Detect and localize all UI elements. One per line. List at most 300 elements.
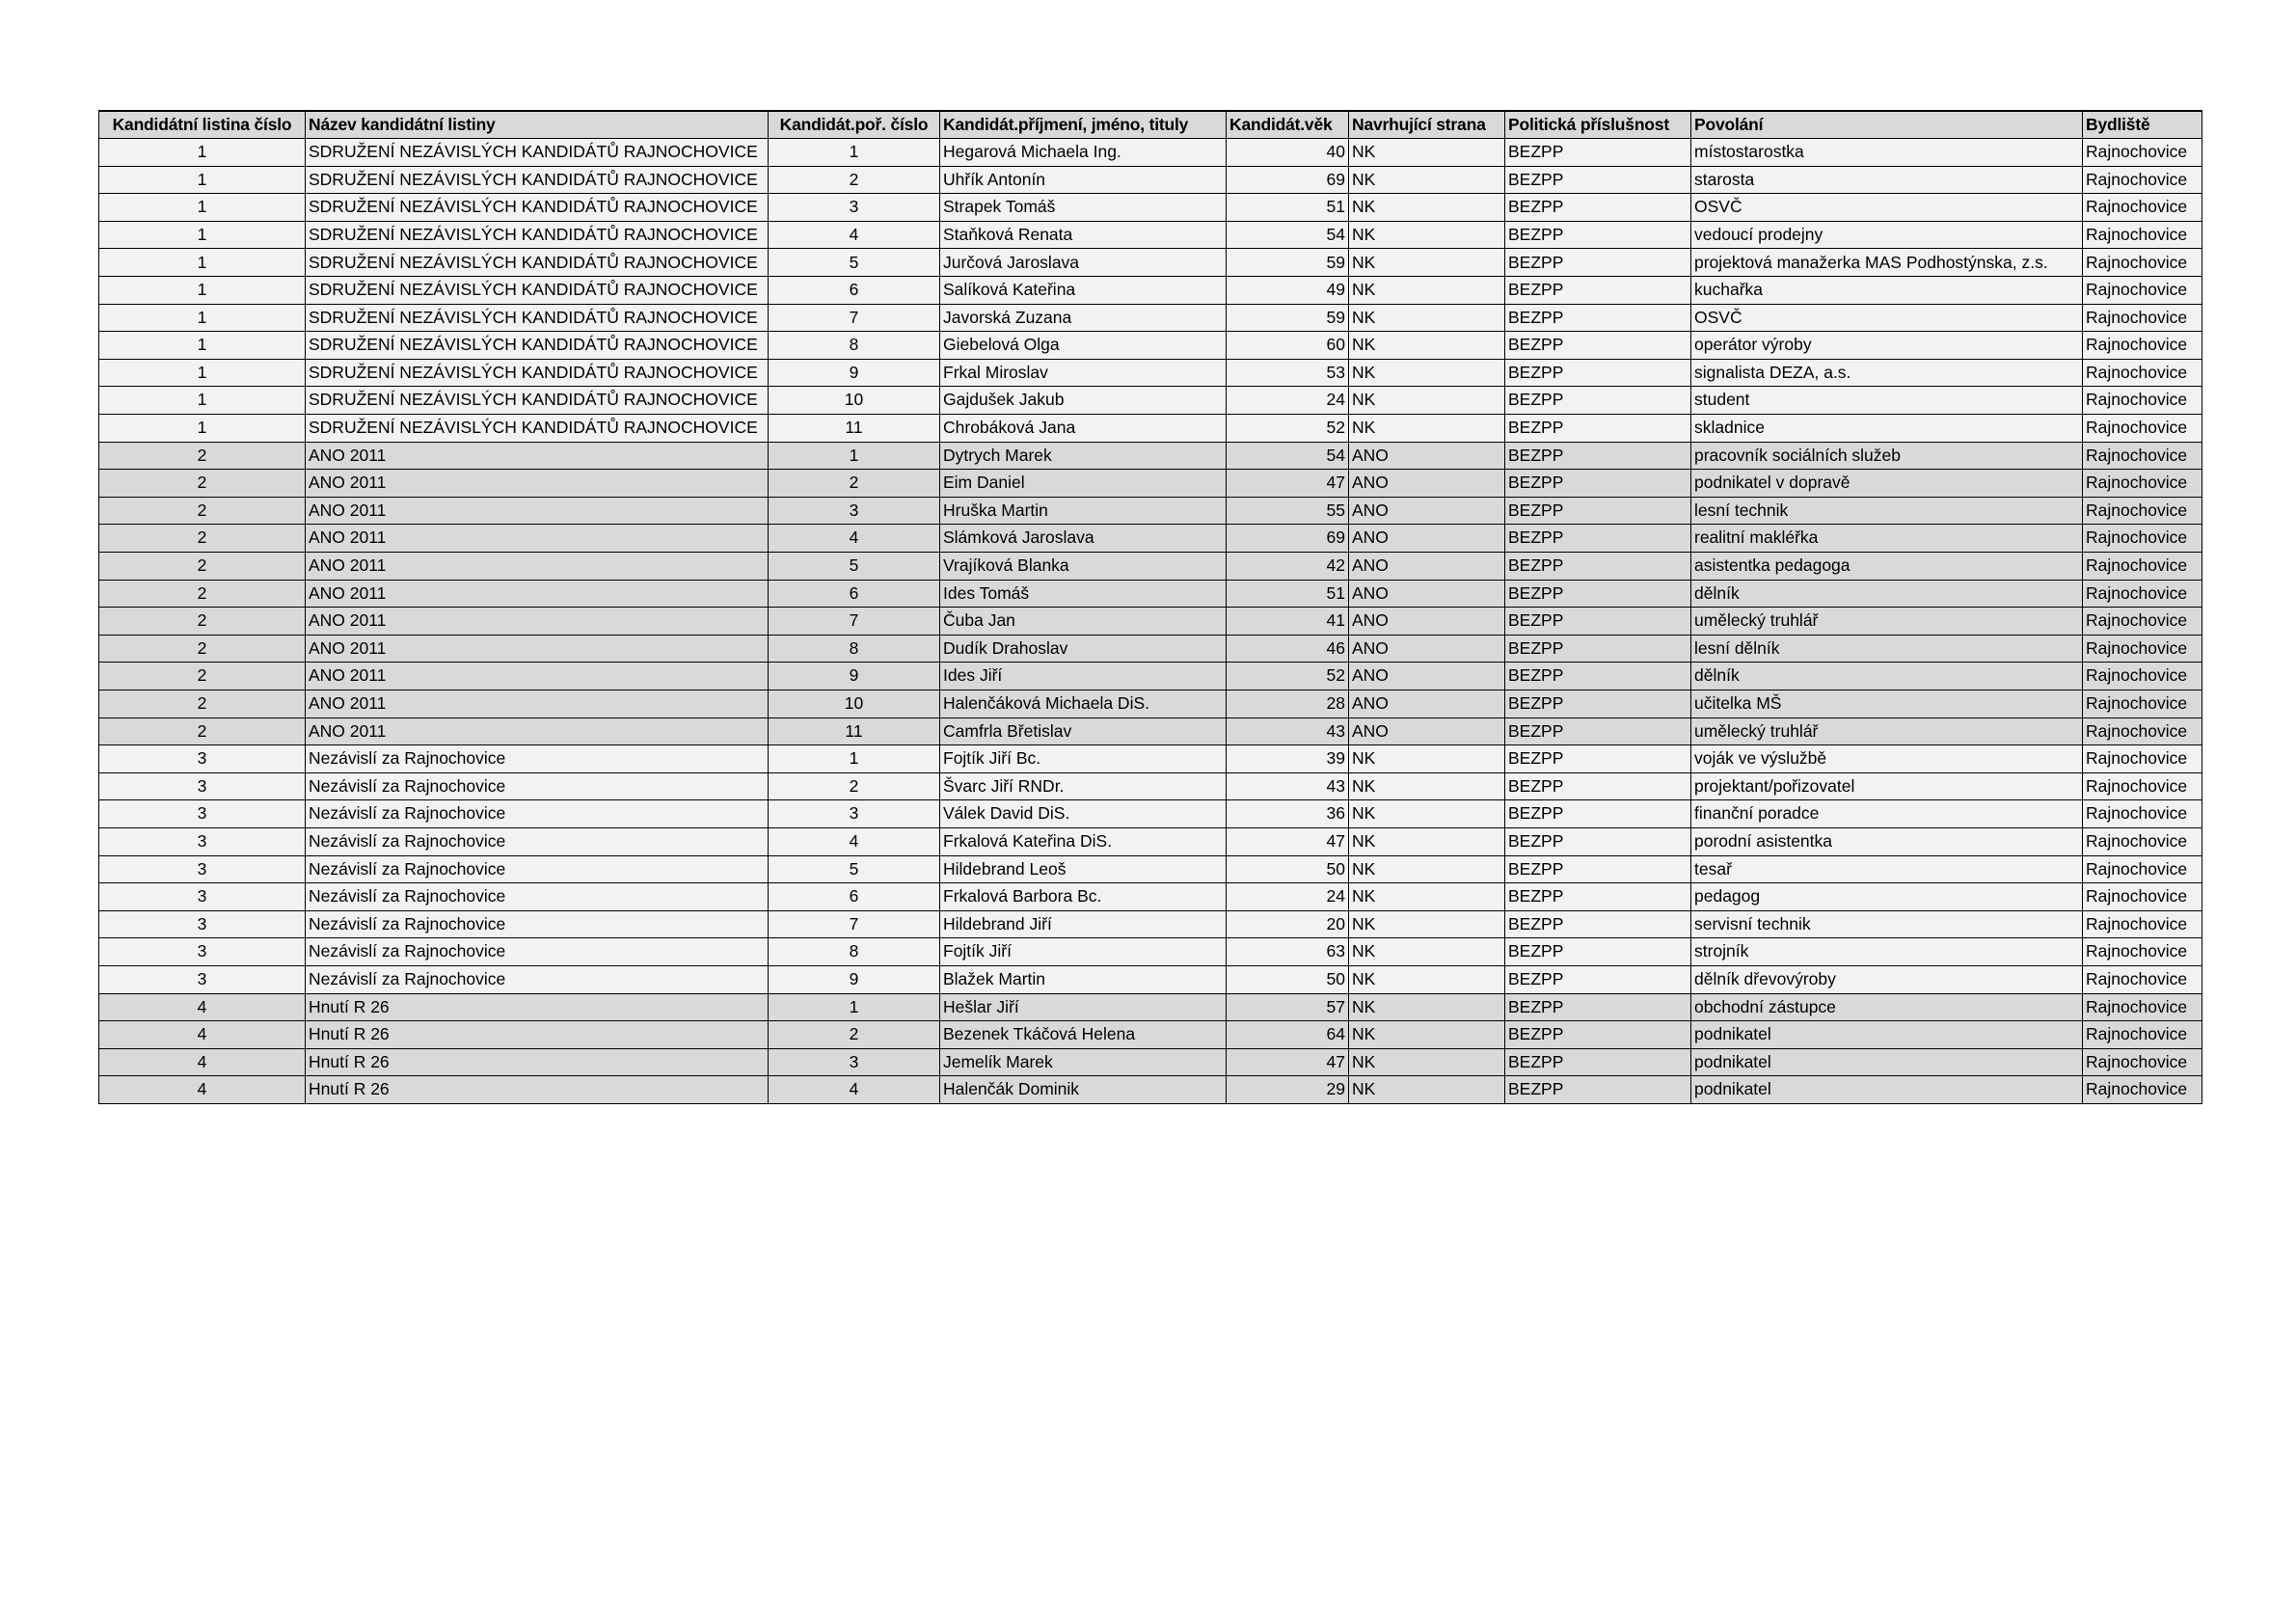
cell-nominating-party: NK bbox=[1349, 938, 1505, 966]
header-candidate-name: Kandidát.příjmení, jméno, tituly bbox=[940, 111, 1227, 139]
cell-candidate-name: Hildebrand Jiří bbox=[940, 910, 1227, 938]
cell-candidate-order: 5 bbox=[769, 855, 940, 883]
cell-political-affiliation: BEZPP bbox=[1505, 717, 1691, 745]
table-row bbox=[99, 332, 2202, 360]
cell-occupation: signalista DEZA, a.s. bbox=[1691, 359, 2083, 387]
cell-nominating-party: ANO bbox=[1349, 525, 1505, 553]
cell-candidate-order: 2 bbox=[769, 772, 940, 800]
cell-list-name: Nezávislí za Rajnochovice bbox=[306, 827, 769, 855]
cell-residence: Rajnochovice bbox=[2083, 304, 2202, 332]
table-row bbox=[99, 608, 2202, 636]
cell-candidate-age: 47 bbox=[1227, 1048, 1349, 1076]
cell-list-number: 2 bbox=[99, 525, 306, 553]
cell-candidate-age: 59 bbox=[1227, 304, 1349, 332]
cell-candidate-order: 3 bbox=[769, 1048, 940, 1076]
cell-political-affiliation: BEZPP bbox=[1505, 166, 1691, 194]
cell-list-name: SDRUŽENÍ NEZÁVISLÝCH KANDIDÁTŮ RAJNOCHOVICE bbox=[306, 387, 769, 415]
cell-political-affiliation: BEZPP bbox=[1505, 690, 1691, 717]
cell-nominating-party: NK bbox=[1349, 277, 1505, 305]
cell-list-name: ANO 2011 bbox=[306, 525, 769, 553]
cell-list-name: SDRUŽENÍ NEZÁVISLÝCH KANDIDÁTŮ RAJNOCHOVICE bbox=[306, 415, 769, 443]
cell-candidate-name: Chrobáková Jana bbox=[940, 415, 1227, 443]
cell-list-number: 3 bbox=[99, 883, 306, 911]
cell-occupation: realitní makléřka bbox=[1691, 525, 2083, 553]
table-row bbox=[99, 1021, 2202, 1049]
cell-residence: Rajnochovice bbox=[2083, 608, 2202, 636]
cell-candidate-name: Uhřík Antonín bbox=[940, 166, 1227, 194]
cell-candidate-order: 9 bbox=[769, 359, 940, 387]
cell-candidate-name: Camfrla Břetislav bbox=[940, 717, 1227, 745]
cell-candidate-age: 51 bbox=[1227, 194, 1349, 222]
cell-political-affiliation: BEZPP bbox=[1505, 249, 1691, 277]
cell-residence: Rajnochovice bbox=[2083, 855, 2202, 883]
cell-list-name: ANO 2011 bbox=[306, 442, 769, 470]
cell-residence: Rajnochovice bbox=[2083, 442, 2202, 470]
cell-political-affiliation: BEZPP bbox=[1505, 359, 1691, 387]
cell-candidate-order: 8 bbox=[769, 332, 940, 360]
cell-political-affiliation: BEZPP bbox=[1505, 827, 1691, 855]
cell-candidate-order: 1 bbox=[769, 993, 940, 1021]
cell-nominating-party: ANO bbox=[1349, 608, 1505, 636]
header-occupation: Povolání bbox=[1691, 111, 2083, 139]
cell-candidate-age: 52 bbox=[1227, 415, 1349, 443]
cell-candidate-order: 7 bbox=[769, 910, 940, 938]
cell-candidate-name: Dudík Drahoslav bbox=[940, 635, 1227, 663]
cell-residence: Rajnochovice bbox=[2083, 745, 2202, 773]
cell-political-affiliation: BEZPP bbox=[1505, 415, 1691, 443]
cell-political-affiliation: BEZPP bbox=[1505, 470, 1691, 498]
cell-political-affiliation: BEZPP bbox=[1505, 221, 1691, 249]
table-body bbox=[99, 139, 2202, 1104]
cell-candidate-order: 9 bbox=[769, 965, 940, 993]
table-row bbox=[99, 717, 2202, 745]
table-row bbox=[99, 553, 2202, 581]
cell-candidate-age: 43 bbox=[1227, 717, 1349, 745]
cell-list-number: 1 bbox=[99, 332, 306, 360]
cell-residence: Rajnochovice bbox=[2083, 221, 2202, 249]
cell-nominating-party: NK bbox=[1349, 304, 1505, 332]
cell-occupation: podnikatel v dopravě bbox=[1691, 470, 2083, 498]
cell-candidate-age: 46 bbox=[1227, 635, 1349, 663]
cell-candidate-name: Halenčák Dominik bbox=[940, 1076, 1227, 1104]
cell-residence: Rajnochovice bbox=[2083, 387, 2202, 415]
cell-list-number: 2 bbox=[99, 635, 306, 663]
cell-list-number: 2 bbox=[99, 717, 306, 745]
cell-occupation: pracovník sociálních služeb bbox=[1691, 442, 2083, 470]
cell-candidate-name: Ides Tomáš bbox=[940, 580, 1227, 608]
cell-nominating-party: ANO bbox=[1349, 663, 1505, 690]
cell-nominating-party: ANO bbox=[1349, 497, 1505, 525]
cell-nominating-party: NK bbox=[1349, 194, 1505, 222]
cell-occupation: projektant/pořizovatel bbox=[1691, 772, 2083, 800]
cell-candidate-order: 9 bbox=[769, 663, 940, 690]
cell-political-affiliation: BEZPP bbox=[1505, 139, 1691, 167]
table-row bbox=[99, 580, 2202, 608]
cell-residence: Rajnochovice bbox=[2083, 553, 2202, 581]
cell-political-affiliation: BEZPP bbox=[1505, 855, 1691, 883]
cell-list-name: SDRUŽENÍ NEZÁVISLÝCH KANDIDÁTŮ RAJNOCHOVICE bbox=[306, 194, 769, 222]
cell-list-number: 3 bbox=[99, 910, 306, 938]
cell-political-affiliation: BEZPP bbox=[1505, 1076, 1691, 1104]
cell-list-name: SDRUŽENÍ NEZÁVISLÝCH KANDIDÁTŮ RAJNOCHOVICE bbox=[306, 304, 769, 332]
cell-nominating-party: NK bbox=[1349, 745, 1505, 773]
cell-list-name: ANO 2011 bbox=[306, 663, 769, 690]
cell-candidate-name: Dytrych Marek bbox=[940, 442, 1227, 470]
cell-candidate-order: 6 bbox=[769, 277, 940, 305]
cell-candidate-name: Jemelík Marek bbox=[940, 1048, 1227, 1076]
table-row bbox=[99, 277, 2202, 305]
cell-political-affiliation: BEZPP bbox=[1505, 580, 1691, 608]
cell-candidate-order: 7 bbox=[769, 608, 940, 636]
cell-political-affiliation: BEZPP bbox=[1505, 442, 1691, 470]
table-row bbox=[99, 442, 2202, 470]
candidate-sheet bbox=[98, 110, 2202, 1104]
cell-candidate-age: 24 bbox=[1227, 883, 1349, 911]
cell-political-affiliation: BEZPP bbox=[1505, 745, 1691, 773]
cell-candidate-name: Giebelová Olga bbox=[940, 332, 1227, 360]
cell-occupation: vedoucí prodejny bbox=[1691, 221, 2083, 249]
cell-occupation: OSVČ bbox=[1691, 194, 2083, 222]
cell-occupation: starosta bbox=[1691, 166, 2083, 194]
table-row bbox=[99, 249, 2202, 277]
cell-political-affiliation: BEZPP bbox=[1505, 1048, 1691, 1076]
cell-candidate-age: 53 bbox=[1227, 359, 1349, 387]
cell-list-number: 3 bbox=[99, 965, 306, 993]
cell-candidate-order: 4 bbox=[769, 221, 940, 249]
cell-candidate-order: 11 bbox=[769, 415, 940, 443]
cell-occupation: umělecký truhlář bbox=[1691, 717, 2083, 745]
cell-nominating-party: NK bbox=[1349, 993, 1505, 1021]
header-list-name: Název kandidátní listiny bbox=[306, 111, 769, 139]
cell-candidate-age: 69 bbox=[1227, 166, 1349, 194]
table-row bbox=[99, 800, 2202, 828]
cell-residence: Rajnochovice bbox=[2083, 663, 2202, 690]
cell-candidate-age: 49 bbox=[1227, 277, 1349, 305]
cell-residence: Rajnochovice bbox=[2083, 1021, 2202, 1049]
cell-nominating-party: NK bbox=[1349, 772, 1505, 800]
cell-residence: Rajnochovice bbox=[2083, 690, 2202, 717]
cell-list-name: SDRUŽENÍ NEZÁVISLÝCH KANDIDÁTŮ RAJNOCHOVICE bbox=[306, 139, 769, 167]
cell-political-affiliation: BEZPP bbox=[1505, 332, 1691, 360]
cell-list-name: ANO 2011 bbox=[306, 690, 769, 717]
cell-occupation: OSVČ bbox=[1691, 304, 2083, 332]
cell-political-affiliation: BEZPP bbox=[1505, 553, 1691, 581]
cell-occupation: podnikatel bbox=[1691, 1048, 2083, 1076]
cell-list-number: 1 bbox=[99, 166, 306, 194]
cell-nominating-party: ANO bbox=[1349, 553, 1505, 581]
cell-nominating-party: NK bbox=[1349, 221, 1505, 249]
cell-candidate-age: 43 bbox=[1227, 772, 1349, 800]
table-row bbox=[99, 772, 2202, 800]
cell-political-affiliation: BEZPP bbox=[1505, 194, 1691, 222]
cell-candidate-name: Gajdušek Jakub bbox=[940, 387, 1227, 415]
cell-occupation: lesní dělník bbox=[1691, 635, 2083, 663]
cell-list-number: 3 bbox=[99, 800, 306, 828]
cell-residence: Rajnochovice bbox=[2083, 470, 2202, 498]
header-candidate-order: Kandidát.poř. číslo bbox=[769, 111, 940, 139]
cell-nominating-party: NK bbox=[1349, 800, 1505, 828]
cell-list-name: Nezávislí za Rajnochovice bbox=[306, 965, 769, 993]
table-row bbox=[99, 194, 2202, 222]
cell-candidate-order: 4 bbox=[769, 827, 940, 855]
cell-occupation: dělník bbox=[1691, 580, 2083, 608]
table-row bbox=[99, 1076, 2202, 1104]
cell-candidate-order: 3 bbox=[769, 497, 940, 525]
cell-candidate-order: 5 bbox=[769, 249, 940, 277]
cell-list-name: Nezávislí za Rajnochovice bbox=[306, 800, 769, 828]
cell-candidate-order: 5 bbox=[769, 553, 940, 581]
cell-candidate-name: Ides Jiří bbox=[940, 663, 1227, 690]
cell-candidate-age: 20 bbox=[1227, 910, 1349, 938]
cell-list-number: 3 bbox=[99, 772, 306, 800]
cell-list-number: 4 bbox=[99, 1021, 306, 1049]
cell-nominating-party: NK bbox=[1349, 359, 1505, 387]
cell-list-number: 2 bbox=[99, 690, 306, 717]
cell-political-affiliation: BEZPP bbox=[1505, 938, 1691, 966]
cell-candidate-name: Válek David DiS. bbox=[940, 800, 1227, 828]
cell-occupation: finanční poradce bbox=[1691, 800, 2083, 828]
cell-occupation: asistentka pedagoga bbox=[1691, 553, 2083, 581]
cell-candidate-name: Fojtík Jiří bbox=[940, 938, 1227, 966]
cell-occupation: student bbox=[1691, 387, 2083, 415]
cell-candidate-order: 8 bbox=[769, 635, 940, 663]
table-header-row bbox=[99, 111, 2202, 139]
cell-candidate-order: 7 bbox=[769, 304, 940, 332]
cell-candidate-order: 6 bbox=[769, 883, 940, 911]
candidate-table bbox=[98, 110, 2202, 1104]
cell-candidate-age: 69 bbox=[1227, 525, 1349, 553]
cell-candidate-name: Čuba Jan bbox=[940, 608, 1227, 636]
cell-political-affiliation: BEZPP bbox=[1505, 277, 1691, 305]
cell-political-affiliation: BEZPP bbox=[1505, 883, 1691, 911]
cell-nominating-party: ANO bbox=[1349, 635, 1505, 663]
cell-residence: Rajnochovice bbox=[2083, 883, 2202, 911]
cell-occupation: skladnice bbox=[1691, 415, 2083, 443]
cell-residence: Rajnochovice bbox=[2083, 910, 2202, 938]
cell-list-number: 3 bbox=[99, 827, 306, 855]
cell-candidate-name: Staňková Renata bbox=[940, 221, 1227, 249]
cell-residence: Rajnochovice bbox=[2083, 525, 2202, 553]
cell-list-name: SDRUŽENÍ NEZÁVISLÝCH KANDIDÁTŮ RAJNOCHOVICE bbox=[306, 166, 769, 194]
cell-political-affiliation: BEZPP bbox=[1505, 663, 1691, 690]
cell-occupation: podnikatel bbox=[1691, 1021, 2083, 1049]
cell-residence: Rajnochovice bbox=[2083, 194, 2202, 222]
cell-candidate-order: 1 bbox=[769, 139, 940, 167]
cell-nominating-party: NK bbox=[1349, 1021, 1505, 1049]
cell-candidate-age: 59 bbox=[1227, 249, 1349, 277]
cell-list-name: SDRUŽENÍ NEZÁVISLÝCH KANDIDÁTŮ RAJNOCHOVICE bbox=[306, 277, 769, 305]
table-row bbox=[99, 993, 2202, 1021]
cell-candidate-name: Švarc Jiří RNDr. bbox=[940, 772, 1227, 800]
cell-list-name: Nezávislí za Rajnochovice bbox=[306, 745, 769, 773]
cell-occupation: tesař bbox=[1691, 855, 2083, 883]
table-row bbox=[99, 938, 2202, 966]
cell-list-name: ANO 2011 bbox=[306, 470, 769, 498]
cell-candidate-age: 55 bbox=[1227, 497, 1349, 525]
cell-residence: Rajnochovice bbox=[2083, 1048, 2202, 1076]
cell-nominating-party: NK bbox=[1349, 1076, 1505, 1104]
cell-political-affiliation: BEZPP bbox=[1505, 993, 1691, 1021]
cell-candidate-name: Blažek Martin bbox=[940, 965, 1227, 993]
cell-candidate-order: 6 bbox=[769, 580, 940, 608]
cell-list-number: 1 bbox=[99, 277, 306, 305]
cell-residence: Rajnochovice bbox=[2083, 635, 2202, 663]
table-row bbox=[99, 663, 2202, 690]
cell-residence: Rajnochovice bbox=[2083, 249, 2202, 277]
table-row bbox=[99, 525, 2202, 553]
cell-list-number: 1 bbox=[99, 194, 306, 222]
cell-political-affiliation: BEZPP bbox=[1505, 387, 1691, 415]
header-nominating-party: Navrhující strana bbox=[1349, 111, 1505, 139]
cell-occupation: operátor výroby bbox=[1691, 332, 2083, 360]
cell-list-number: 3 bbox=[99, 938, 306, 966]
cell-nominating-party: NK bbox=[1349, 166, 1505, 194]
cell-nominating-party: NK bbox=[1349, 883, 1505, 911]
cell-list-name: ANO 2011 bbox=[306, 580, 769, 608]
cell-list-name: ANO 2011 bbox=[306, 497, 769, 525]
cell-candidate-age: 36 bbox=[1227, 800, 1349, 828]
table-row bbox=[99, 497, 2202, 525]
cell-candidate-name: Salíková Kateřina bbox=[940, 277, 1227, 305]
cell-nominating-party: NK bbox=[1349, 249, 1505, 277]
cell-political-affiliation: BEZPP bbox=[1505, 608, 1691, 636]
cell-list-number: 1 bbox=[99, 359, 306, 387]
cell-list-number: 1 bbox=[99, 415, 306, 443]
cell-candidate-order: 1 bbox=[769, 745, 940, 773]
cell-list-number: 1 bbox=[99, 139, 306, 167]
cell-political-affiliation: BEZPP bbox=[1505, 635, 1691, 663]
cell-occupation: dělník bbox=[1691, 663, 2083, 690]
cell-political-affiliation: BEZPP bbox=[1505, 965, 1691, 993]
cell-residence: Rajnochovice bbox=[2083, 359, 2202, 387]
cell-candidate-name: Hešlar Jiří bbox=[940, 993, 1227, 1021]
cell-occupation: dělník dřevovýroby bbox=[1691, 965, 2083, 993]
cell-candidate-order: 2 bbox=[769, 470, 940, 498]
cell-list-number: 4 bbox=[99, 1076, 306, 1104]
cell-residence: Rajnochovice bbox=[2083, 1076, 2202, 1104]
cell-list-name: Nezávislí za Rajnochovice bbox=[306, 910, 769, 938]
cell-residence: Rajnochovice bbox=[2083, 166, 2202, 194]
cell-list-number: 2 bbox=[99, 580, 306, 608]
cell-nominating-party: ANO bbox=[1349, 442, 1505, 470]
cell-list-name: SDRUŽENÍ NEZÁVISLÝCH KANDIDÁTŮ RAJNOCHOVICE bbox=[306, 359, 769, 387]
cell-nominating-party: NK bbox=[1349, 827, 1505, 855]
table-row bbox=[99, 745, 2202, 773]
cell-candidate-order: 4 bbox=[769, 1076, 940, 1104]
cell-candidate-age: 60 bbox=[1227, 332, 1349, 360]
cell-nominating-party: NK bbox=[1349, 965, 1505, 993]
cell-candidate-name: Bezenek Tkáčová Helena bbox=[940, 1021, 1227, 1049]
cell-list-number: 1 bbox=[99, 387, 306, 415]
cell-list-number: 4 bbox=[99, 993, 306, 1021]
cell-list-number: 2 bbox=[99, 497, 306, 525]
cell-occupation: pedagog bbox=[1691, 883, 2083, 911]
cell-candidate-name: Slámková Jaroslava bbox=[940, 525, 1227, 553]
cell-list-name: SDRUŽENÍ NEZÁVISLÝCH KANDIDÁTŮ RAJNOCHOVICE bbox=[306, 221, 769, 249]
cell-candidate-order: 2 bbox=[769, 1021, 940, 1049]
cell-candidate-age: 28 bbox=[1227, 690, 1349, 717]
cell-list-number: 2 bbox=[99, 663, 306, 690]
cell-list-name: ANO 2011 bbox=[306, 635, 769, 663]
cell-political-affiliation: BEZPP bbox=[1505, 910, 1691, 938]
cell-list-number: 4 bbox=[99, 1048, 306, 1076]
cell-residence: Rajnochovice bbox=[2083, 277, 2202, 305]
cell-occupation: kuchařka bbox=[1691, 277, 2083, 305]
cell-candidate-name: Frkalová Barbora Bc. bbox=[940, 883, 1227, 911]
cell-candidate-name: Strapek Tomáš bbox=[940, 194, 1227, 222]
cell-occupation: umělecký truhlář bbox=[1691, 608, 2083, 636]
table-row bbox=[99, 415, 2202, 443]
cell-list-name: Nezávislí za Rajnochovice bbox=[306, 938, 769, 966]
header-political-affiliation: Politická příslušnost bbox=[1505, 111, 1691, 139]
cell-candidate-name: Fojtík Jiří Bc. bbox=[940, 745, 1227, 773]
cell-nominating-party: NK bbox=[1349, 415, 1505, 443]
cell-candidate-age: 50 bbox=[1227, 855, 1349, 883]
cell-candidate-order: 10 bbox=[769, 690, 940, 717]
header-residence: Bydliště bbox=[2083, 111, 2202, 139]
cell-occupation: projektová manažerka MAS Podhostýnska, z.s. bbox=[1691, 249, 2083, 277]
cell-candidate-name: Javorská Zuzana bbox=[940, 304, 1227, 332]
cell-occupation: podnikatel bbox=[1691, 1076, 2083, 1104]
table-row bbox=[99, 690, 2202, 717]
cell-nominating-party: NK bbox=[1349, 387, 1505, 415]
cell-residence: Rajnochovice bbox=[2083, 993, 2202, 1021]
cell-nominating-party: NK bbox=[1349, 1048, 1505, 1076]
cell-list-name: Nezávislí za Rajnochovice bbox=[306, 855, 769, 883]
cell-occupation: porodní asistentka bbox=[1691, 827, 2083, 855]
cell-candidate-order: 1 bbox=[769, 442, 940, 470]
table-row bbox=[99, 470, 2202, 498]
cell-list-name: Hnutí R 26 bbox=[306, 1048, 769, 1076]
cell-candidate-age: 50 bbox=[1227, 965, 1349, 993]
cell-residence: Rajnochovice bbox=[2083, 800, 2202, 828]
cell-occupation: servisní technik bbox=[1691, 910, 2083, 938]
cell-candidate-name: Frkalová Kateřina DiS. bbox=[940, 827, 1227, 855]
cell-nominating-party: ANO bbox=[1349, 470, 1505, 498]
cell-candidate-age: 54 bbox=[1227, 221, 1349, 249]
cell-political-affiliation: BEZPP bbox=[1505, 525, 1691, 553]
cell-nominating-party: ANO bbox=[1349, 690, 1505, 717]
cell-candidate-age: 54 bbox=[1227, 442, 1349, 470]
cell-nominating-party: NK bbox=[1349, 855, 1505, 883]
table-row bbox=[99, 827, 2202, 855]
cell-list-name: SDRUŽENÍ NEZÁVISLÝCH KANDIDÁTŮ RAJNOCHOVICE bbox=[306, 249, 769, 277]
cell-candidate-order: 8 bbox=[769, 938, 940, 966]
cell-list-number: 2 bbox=[99, 470, 306, 498]
cell-candidate-name: Hildebrand Leoš bbox=[940, 855, 1227, 883]
cell-residence: Rajnochovice bbox=[2083, 415, 2202, 443]
header-candidate-age: Kandidát.věk bbox=[1227, 111, 1349, 139]
cell-candidate-age: 57 bbox=[1227, 993, 1349, 1021]
cell-list-name: Hnutí R 26 bbox=[306, 1076, 769, 1104]
table-row bbox=[99, 304, 2202, 332]
cell-list-number: 3 bbox=[99, 745, 306, 773]
cell-occupation: místostarostka bbox=[1691, 139, 2083, 167]
cell-list-number: 1 bbox=[99, 304, 306, 332]
cell-candidate-age: 29 bbox=[1227, 1076, 1349, 1104]
cell-occupation: učitelka MŠ bbox=[1691, 690, 2083, 717]
cell-political-affiliation: BEZPP bbox=[1505, 304, 1691, 332]
cell-residence: Rajnochovice bbox=[2083, 332, 2202, 360]
cell-nominating-party: NK bbox=[1349, 910, 1505, 938]
cell-candidate-age: 64 bbox=[1227, 1021, 1349, 1049]
cell-candidate-age: 52 bbox=[1227, 663, 1349, 690]
cell-list-number: 1 bbox=[99, 249, 306, 277]
table-row bbox=[99, 166, 2202, 194]
cell-candidate-age: 63 bbox=[1227, 938, 1349, 966]
header-list-number: Kandidátní listina číslo bbox=[99, 111, 306, 139]
cell-candidate-age: 51 bbox=[1227, 580, 1349, 608]
